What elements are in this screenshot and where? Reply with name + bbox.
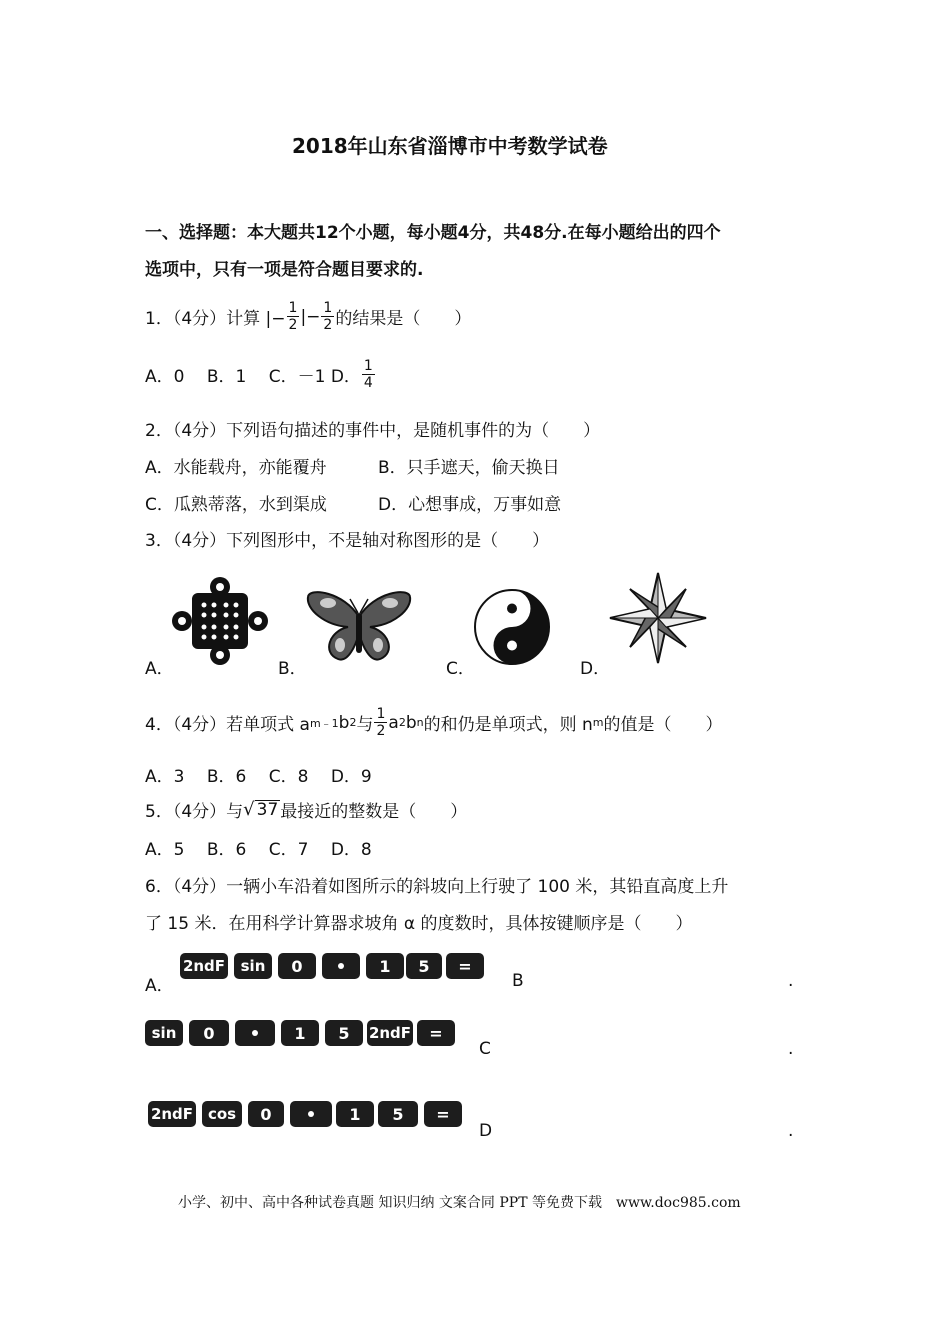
q1-options: A．0 B．1 C．－1 D． — [145, 367, 361, 387]
q4-mid2: 与 — [356, 715, 374, 735]
key-1: 1 — [336, 1101, 374, 1127]
keys-option-a — [180, 953, 485, 983]
key-2ndf: 2ndF — [148, 1101, 196, 1127]
q1-optD-den: 4 — [363, 375, 373, 391]
keys-option-c — [148, 1101, 463, 1131]
question-6-line1: 6．（4分）一辆小车沿着如图所示的斜坡向上行驶了 100 米，其铅直高度上升 — [145, 877, 729, 897]
q4-options: A．3 B．6 C．8 D．9 — [145, 767, 372, 787]
key-1: 1 — [281, 1020, 319, 1046]
key-decimal-point — [290, 1101, 332, 1127]
q1-optD-fraction — [362, 358, 375, 391]
q3-label-c: C． — [446, 659, 475, 679]
question-6-line2: 了 15 米．在用科学计算器求坡角 α 的度数时，具体按键顺序是（ ） — [145, 914, 693, 934]
q1-optD-num: 1 — [363, 358, 373, 374]
yin-yang-figure — [473, 588, 551, 666]
q4-suffix: 的和仍是单项式，则 n — [423, 715, 593, 735]
q1-mid: |− — [300, 306, 321, 327]
butterfly-figure — [304, 587, 414, 665]
key-decimal-point — [235, 1020, 275, 1046]
key-2ndf: 2ndF — [180, 953, 228, 979]
q1-fraction-2 — [321, 300, 334, 333]
q4-sup4: n — [416, 716, 424, 729]
q4-fraction — [374, 706, 387, 739]
q6-label-c: C — [479, 1039, 491, 1059]
key-1: 1 — [366, 953, 404, 979]
q4-mid3: a — [388, 712, 399, 733]
q4-mid4: b — [405, 712, 417, 733]
q4-sup5: m — [592, 716, 604, 729]
key-equals: = — [446, 953, 484, 979]
q4-sup3: 2 — [398, 716, 406, 729]
page-title: 2018年山东省淄博市中考数学试卷 — [292, 134, 608, 158]
q2-option-d: D．心想事成，万事如意 — [378, 495, 562, 515]
q5-options: A．5 B．6 C．7 D．8 — [145, 840, 372, 860]
key-5: 5 — [406, 953, 442, 979]
q3-label-a: A． — [145, 659, 174, 679]
q2-option-a: A．水能载舟，亦能覆舟 — [145, 458, 327, 478]
q4-frac-num: 1 — [376, 706, 386, 722]
q4-mid1: b — [338, 712, 350, 733]
q5-suffix: 最接近的整数是（ ） — [280, 802, 468, 822]
q6-label-d: D — [479, 1121, 493, 1141]
question-1-options — [145, 358, 376, 391]
q1-prefix: 1．（4分）计算 |− — [145, 309, 286, 329]
question-3-stem: 3．（4分）下列图形中，不是轴对称图形的是（ ） — [145, 531, 550, 551]
page-footer: 小学、初中、高中各种试卷真题 知识归纳 文案合同 PPT 等免费下载 www.doc985.com — [178, 1195, 741, 1211]
q4-frac-den: 2 — [376, 723, 386, 739]
key-sin: sin — [234, 953, 272, 979]
key-decimal-point — [322, 953, 360, 979]
key-cos: cos — [202, 1101, 242, 1127]
q1-fraction-1 — [287, 300, 300, 333]
key-5: 5 — [325, 1020, 363, 1046]
keys-option-b — [145, 1020, 455, 1050]
q2-option-c: C．瓜熟蒂落，水到渠成 — [145, 495, 327, 515]
q1-frac1-num: 1 — [288, 300, 298, 316]
q4-sup1: m﹣1 — [309, 716, 339, 730]
q5-radicand: 37 — [256, 800, 279, 820]
q4-end: 的值是（ ） — [603, 715, 723, 735]
key-sin: sin — [145, 1020, 183, 1046]
q6-dot-d: . — [788, 1121, 794, 1141]
q3-label-d: D． — [580, 659, 611, 679]
key-0: 0 — [189, 1020, 229, 1046]
q1-suffix: 的结果是（ ） — [335, 309, 472, 329]
q6-dot-b: . — [788, 971, 794, 991]
q4-sup2: 2 — [349, 716, 357, 729]
sqrt-symbol: √ 37 — [243, 799, 279, 820]
question-4-stem — [145, 706, 723, 739]
key-equals: = — [424, 1101, 462, 1127]
section-header-line1: 一、选择题：本大题共12个小题，每小题4分，共48分.在每小题给出的四个 — [145, 223, 721, 243]
q1-frac1-den: 2 — [288, 317, 298, 333]
chinese-knot-figure — [172, 577, 268, 665]
q4-prefix: 4．（4分）若单项式 a — [145, 715, 310, 735]
q3-label-b: B． — [278, 659, 307, 679]
question-2-stem: 2．（4分）下列语句描述的事件中，是随机事件的为（ ） — [145, 421, 601, 441]
key-0: 0 — [278, 953, 316, 979]
key-2ndf: 2ndF — [367, 1020, 413, 1046]
q2-option-b: B．只手遮天，偷天换日 — [378, 458, 560, 478]
key-equals: = — [417, 1020, 455, 1046]
q1-frac2-den: 2 — [323, 317, 333, 333]
question-1-stem — [145, 300, 471, 333]
key-5: 5 — [378, 1101, 418, 1127]
q6-label-b: B — [512, 971, 524, 991]
q6-dot-c: . — [788, 1039, 794, 1059]
q6-label-a: A． — [145, 976, 174, 996]
section-header-line2: 选项中，只有一项是符合题目要求的. — [145, 260, 424, 280]
q5-prefix: 5．（4分）与 — [145, 802, 244, 822]
q1-frac2-num: 1 — [323, 300, 333, 316]
question-5-stem — [145, 797, 467, 822]
compass-star-figure — [608, 571, 708, 665]
key-0: 0 — [248, 1101, 284, 1127]
